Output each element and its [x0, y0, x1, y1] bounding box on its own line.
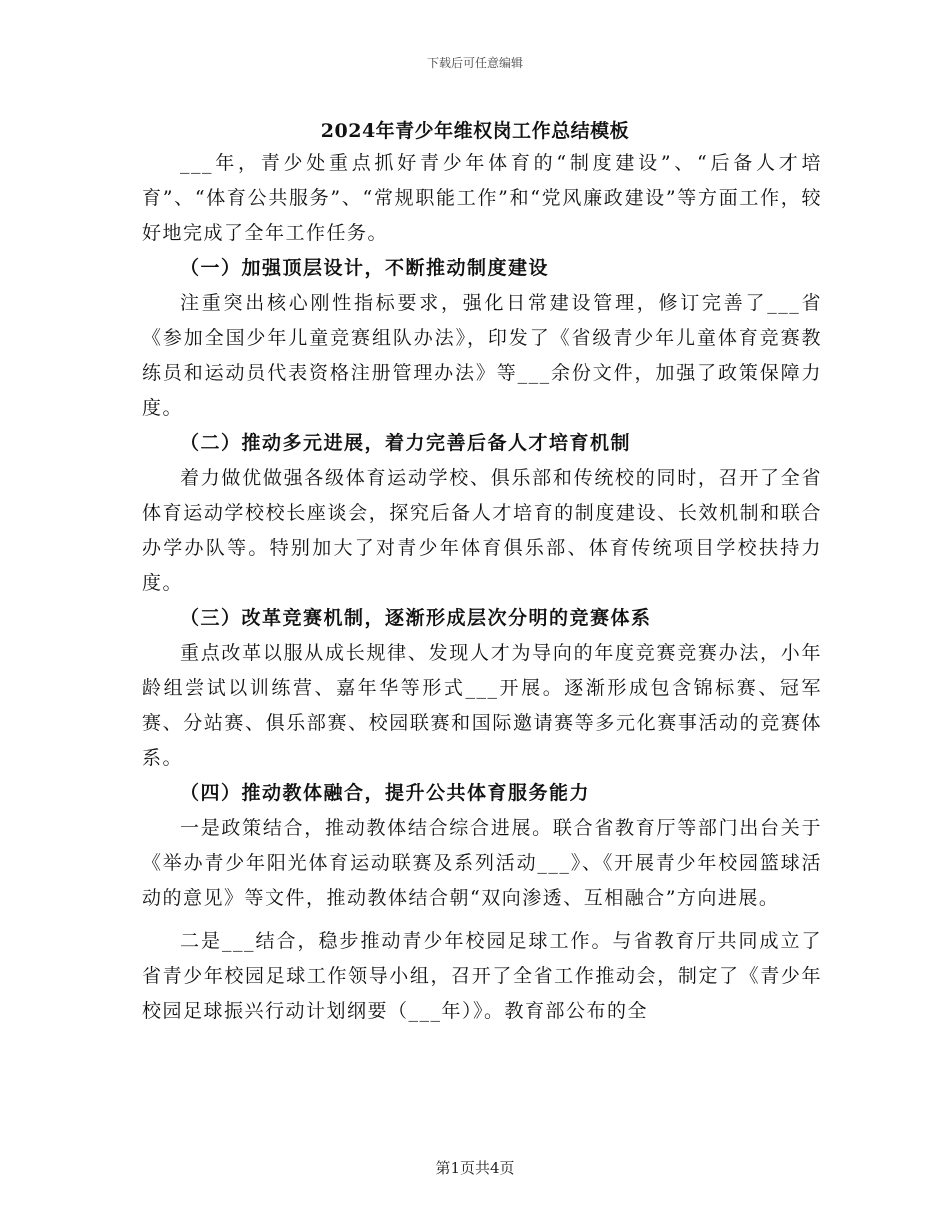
section-1-heading: （一）加强顶层设计，不断推动制度建设: [180, 257, 550, 279]
header-note: 下载后可任意编辑: [426, 56, 523, 70]
document-title: 2024年青少年维权岗工作总结模板: [320, 120, 630, 142]
page-footer: 第1页共4页: [435, 1159, 515, 1177]
section-4-paragraph-1: 一是政策结合，推动教体结合综合进展。联合省教育厅等部门出台关于《举办青少年阳光体育运动联赛及系列活动___》、《开展青少年校园篮球活动的意见》等文件，推动教体结合朝“双向渗透、互相融合”方向进展。: [142, 817, 822, 909]
document-body: [142, 146, 822, 1029]
intro-paragraph: ___年，青少处重点抓好青少年体育的“制度建设”、“后备人才培育”、“体育公共服务”、“常规职能工作”和“党风廉政建设”等方面工作，较好地完成了全年工作任务。: [142, 152, 822, 244]
section-2-paragraph: 着力做优做强各级体育运动学校、俱乐部和传统校的同时，召开了全省体育运动学校校长座谈会，探究后备人才培育的制度建设、长效机制和联合办学办队等。特别加大了对青少年体育俱乐部、体育传统项目学校扶持力度。: [142, 467, 822, 594]
section-1-paragraph: 注重突出核心刚性指标要求，强化日常建设管理，修订完善了___省《参加全国少年儿童竞赛组队办法》，印发了《省级青少年儿童体育竞赛教练员和运动员代表资格注册管理办法》等___余份文件，加强了政策保障力度。: [142, 292, 822, 419]
section-3-paragraph: 重点改革以服从成长规律、发现人才为导向的年度竞赛竞赛办法，小年龄组尝试以训练营、嘉年华等形式___开展。逐渐形成包含锦标赛、冠军赛、分站赛、俱乐部赛、校园联赛和国际邀请赛等多元化赛事活动的竞赛体系。: [142, 642, 822, 769]
section-3-heading: （三）改革竞赛机制，逐渐形成层次分明的竞赛体系: [180, 607, 652, 629]
section-2-heading: （二）推动多元进展，着力完善后备人才培育机制: [180, 432, 632, 454]
section-4-heading: （四）推动教体融合，提升公共体育服务能力: [180, 782, 591, 804]
section-4-paragraph-2: 二是___结合，稳步推动青少年校园足球工作。与省教育厅共同成立了省青少年校园足球工作领导小组，召开了全省工作推动会，制定了《青少年校园足球振兴行动计划纲要（___年）》。教育部公布的全: [142, 930, 822, 1022]
